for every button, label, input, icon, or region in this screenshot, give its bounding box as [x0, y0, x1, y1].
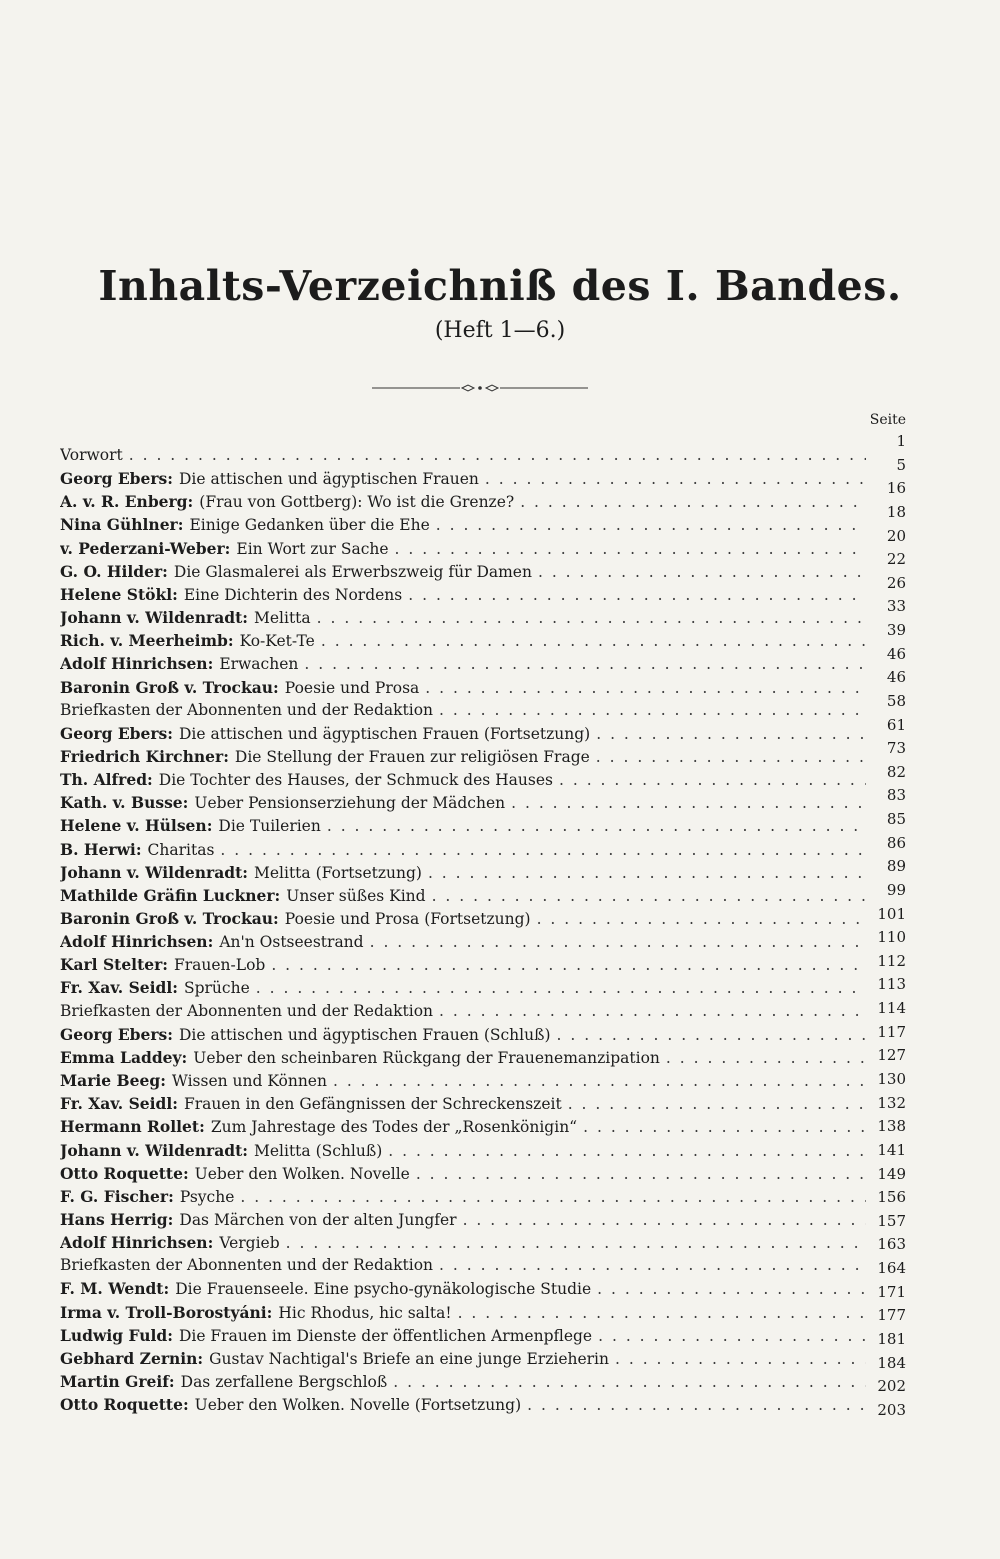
toc-entry-leader-dots — [583, 1118, 866, 1136]
toc-entry-separator: : — [207, 932, 214, 952]
toc-entry-author: Fr. Xav. Seidl — [60, 1094, 173, 1114]
toc-page-number: 18 — [886, 502, 906, 521]
toc-entry-leader-dots — [408, 586, 866, 604]
toc-entry-leader-dots — [220, 841, 866, 859]
toc-entry-separator: : — [274, 885, 281, 905]
toc-entry — [60, 1071, 866, 1091]
toc-entry — [60, 1141, 866, 1161]
toc-entry-author: Hermann Rollet — [60, 1117, 200, 1137]
toc-entry — [60, 469, 866, 489]
toc-page-number: 89 — [886, 857, 906, 876]
toc-entry-author: Adolf Hinrichsen — [60, 932, 208, 952]
toc-page-number: 114 — [877, 999, 906, 1018]
toc-entry-separator: : — [182, 793, 189, 813]
toc-page-number: 138 — [877, 1117, 906, 1136]
toc-entry — [60, 631, 866, 651]
toc-entry-author: Martin Greif — [60, 1372, 169, 1391]
toc-entry-separator: : — [168, 1186, 174, 1206]
toc-entry — [60, 770, 866, 790]
toc-entry — [60, 1233, 866, 1253]
toc-entry-title: Ueber den Wolken. Novelle (Fortsetzung) — [194, 1396, 522, 1415]
toc-entry — [60, 978, 866, 998]
toc-entry-author: Gebhard Zernin — [60, 1348, 198, 1368]
toc-entry-leader-dots — [439, 1002, 866, 1020]
toc-page-number: 177 — [877, 1306, 906, 1325]
toc-entry-separator: : — [172, 978, 178, 998]
toc-entry-title: Das Märchen von der alten Jungfer — [179, 1210, 457, 1229]
toc-entry-separator: : — [273, 677, 279, 697]
toc-entry-author: Hans Herrig — [60, 1209, 168, 1229]
toc-entry — [60, 654, 866, 674]
toc-page-number: 101 — [877, 904, 906, 923]
toc-entry — [60, 1279, 866, 1299]
toc-entry-separator: : — [162, 955, 168, 975]
toc-entry-title: Unser süßes Kind — [286, 886, 426, 905]
toc-entry-separator: : — [135, 839, 142, 859]
toc-entry-leader-dots — [511, 794, 866, 812]
toc-entry — [60, 1326, 866, 1346]
toc-entry-separator: : — [167, 723, 173, 743]
toc-entry — [60, 1164, 866, 1184]
toc-page-number: 20 — [886, 526, 906, 545]
toc-entry-separator: : — [167, 469, 173, 489]
toc-entry-separator: : — [167, 1325, 173, 1345]
toc-entry — [60, 1025, 866, 1045]
toc-entry-leader-dots — [333, 1072, 866, 1090]
toc-entry — [60, 1303, 866, 1323]
toc-entry-leader-dots — [327, 817, 866, 835]
toc-entry-separator: : — [207, 1233, 214, 1253]
toc-entry — [60, 1002, 866, 1022]
toc-entry-leader-dots — [596, 725, 866, 743]
toc-entry-separator: : — [187, 492, 194, 512]
toc-entry-separator: : — [197, 1348, 204, 1368]
toc-entry-title: Briefkasten der Abonnenten und der Redaktion — [60, 1256, 434, 1275]
toc-entry — [60, 1395, 866, 1415]
page-title: Inhalts-Verzeichniß des I. Bandes. — [98, 262, 902, 310]
toc-entry-title: Die Frauenseele. Eine psycho-gynäkologische Studie — [175, 1280, 592, 1299]
toc-entry — [60, 1094, 866, 1114]
toc-entry-leader-dots — [598, 1327, 866, 1345]
toc-entry-separator: : — [223, 746, 229, 766]
toc-entry-title: Einige Gedanken über die Ehe — [189, 516, 430, 535]
toc-entry-author: G. O. Hilder — [60, 561, 163, 581]
toc-entry-title: Poesie und Prosa — [284, 678, 420, 697]
toc-entry-title: Ein Wort zur Sache — [236, 539, 389, 558]
toc-entry-author: Georg Ebers — [60, 469, 168, 489]
toc-page-number: 46 — [886, 668, 906, 687]
toc-page-number: 1 — [896, 432, 906, 450]
toc-entry-leader-dots — [432, 887, 866, 905]
toc-entry-title: (Frau von Gottberg): Wo ist die Grenze? — [199, 493, 515, 512]
toc-entry — [60, 724, 866, 744]
toc-entry-leader-dots — [568, 1095, 866, 1113]
toc-entry-title: Die attischen und ägyptischen Frauen (Schluß) — [178, 1025, 551, 1044]
page-subtitle: (Heft 1—6.) — [434, 318, 566, 343]
toc-entry — [60, 1048, 866, 1068]
toc-entry — [60, 515, 866, 535]
toc-entry-leader-dots — [520, 493, 866, 511]
toc-page-number: 184 — [877, 1353, 906, 1372]
toc-entry-leader-dots — [615, 1350, 866, 1368]
toc-entry-author: Georg Ebers — [60, 1024, 168, 1044]
toc-entry — [60, 1117, 866, 1137]
toc-page-number: 5 — [896, 455, 906, 474]
toc-entry-title: Die attischen und ägyptischen Frauen (Fortsetzung) — [178, 724, 591, 743]
toc-entry-separator: : — [177, 515, 184, 535]
toc-entry — [60, 539, 866, 559]
toc-entry — [60, 1372, 866, 1392]
toc-page-number: 22 — [886, 550, 906, 569]
toc-entry-author: Johann v. Wildenradt — [60, 862, 243, 882]
toc-entry-leader-dots — [395, 540, 866, 558]
toc-entry-title: Das zerfallene Bergschloß — [180, 1373, 388, 1391]
toc-entry — [60, 932, 866, 952]
toc-entry-author: Friedrich Kirchner — [60, 746, 224, 766]
toc-entry-separator: : — [182, 1395, 189, 1415]
toc-entry — [60, 492, 866, 512]
toc-entry — [60, 1187, 866, 1207]
toc-entry-leader-dots — [416, 1165, 866, 1183]
toc-page-number: 132 — [877, 1093, 906, 1112]
toc-entry-title: Melitta (Schluß) — [253, 1141, 383, 1160]
toc-entry-separator: : — [227, 631, 234, 651]
toc-entry-title: Frauen in den Gefängnissen der Schreckenszeit — [183, 1095, 562, 1114]
toc-entry-title: Vorwort — [60, 446, 123, 464]
toc-entry-title: Ko-Ket-Te — [239, 632, 315, 651]
toc-entry-title: Charitas — [147, 840, 215, 859]
toc-entry — [60, 1210, 866, 1230]
toc-page-number: 61 — [886, 715, 906, 734]
toc-entry-title: Die Glasmalerei als Erwerbszweig für Damen — [173, 562, 532, 581]
toc-entry-title: Psyche — [179, 1187, 235, 1206]
toc-entry-title: Poesie und Prosa (Fortsetzung) — [284, 910, 531, 928]
toc-entry-separator: : — [181, 1047, 188, 1067]
toc-page-number: 141 — [877, 1140, 906, 1159]
toc-entry — [60, 608, 866, 628]
toc-page-number: 82 — [886, 762, 906, 781]
toc-entry-leader-dots — [439, 1256, 866, 1274]
toc-entry — [60, 562, 866, 582]
toc-entry-separator: : — [242, 1140, 248, 1160]
toc-entry-title: Die Frauen im Dienste der öffentlichen Armenpflege — [178, 1326, 593, 1345]
toc-entry — [60, 793, 866, 813]
toc-page-number: 110 — [877, 928, 906, 947]
toc-entry-author: Irma v. Troll-Borostyáni — [60, 1302, 267, 1322]
toc-entry-title: Die attischen und ägyptischen Frauen — [178, 470, 479, 489]
toc-entry — [60, 863, 866, 883]
toc-entry-leader-dots — [436, 516, 866, 534]
toc-entry-title: Melitta — [253, 609, 311, 628]
toc-entry-separator: : — [242, 608, 248, 628]
toc-page-number: 203 — [877, 1400, 906, 1419]
toc-entry-title: Die Tochter des Hauses, der Schmuck des Hauses — [158, 771, 553, 790]
toc-entry — [60, 747, 866, 767]
toc-entry-author: Johann v. Wildenradt — [60, 608, 243, 628]
toc-page-number: 113 — [877, 975, 906, 994]
toc-page-number: 149 — [877, 1164, 906, 1183]
toc-entry — [60, 840, 866, 860]
toc-entry-author: Fr. Xav. Seidl — [60, 978, 173, 998]
toc-entry-author: A. v. R. Enberg — [60, 492, 188, 512]
page-column-label: Seite — [869, 412, 906, 428]
toc-entry-leader-dots — [557, 1026, 866, 1044]
toc-page-number: 73 — [886, 739, 906, 758]
toc-page-number: 112 — [877, 951, 906, 970]
toc-entry-leader-dots — [463, 1211, 866, 1229]
toc-entry-title: Hic Rhodus, hic salta! — [278, 1303, 452, 1322]
toc-entry-author: Nina Gühlner — [60, 515, 178, 535]
toc-entry — [60, 1349, 866, 1369]
toc-entry — [60, 678, 866, 698]
toc-entry-separator: : — [273, 909, 279, 928]
toc-entry-author: Helene Stökl — [60, 584, 173, 604]
toc-entry-author: Emma Laddey — [60, 1047, 182, 1067]
toc-entry-author: Ludwig Fuld — [60, 1325, 168, 1345]
toc-entry-leader-dots — [597, 1280, 866, 1298]
toc-entry-leader-dots — [286, 1234, 866, 1252]
toc-entry-leader-dots — [370, 933, 866, 951]
toc-entry-author: Otto Roquette — [60, 1163, 183, 1183]
toc-entry-leader-dots — [240, 1188, 866, 1206]
toc-page-number: 130 — [877, 1070, 906, 1088]
toc-entry-author: B. Herwi — [60, 839, 136, 859]
toc-entry-title: Ueber den scheinbaren Rückgang der Frauenemanzipation — [193, 1048, 660, 1067]
toc-entry-title: Ueber den Wolken. Novelle — [194, 1164, 410, 1183]
toc-entry — [60, 909, 866, 929]
toc-entry-author: Baronin Groß v. Trockau — [60, 677, 274, 697]
toc-entry-leader-dots — [317, 609, 866, 627]
toc-entry-leader-dots — [485, 470, 866, 488]
toc-entry-leader-dots — [559, 771, 866, 789]
toc-entry-separator: : — [167, 1024, 173, 1044]
toc-entry-title: Sprüche — [183, 979, 250, 998]
toc-entry — [60, 816, 866, 836]
toc-entry-author: Marie Beeg — [60, 1071, 161, 1091]
toc-entry-author: Th. Alfred — [60, 770, 148, 790]
toc-entry — [60, 446, 866, 466]
toc-entry-title: Gustav Nachtigal's Briefe an eine junge Erzieherin — [209, 1349, 609, 1368]
toc-entry-leader-dots — [538, 563, 866, 581]
toc-entry-title: Melitta (Fortsetzung) — [253, 863, 422, 882]
toc-entry-separator: : — [199, 1117, 205, 1137]
toc-entry-leader-dots — [393, 1373, 866, 1391]
toc-entry-separator: : — [163, 1279, 170, 1299]
toc-entry-title: Wissen und Können — [171, 1072, 327, 1091]
toc-entry-leader-dots — [425, 679, 866, 697]
toc-entry-author: Baronin Groß v. Trockau — [60, 909, 274, 928]
toc-page-number: 117 — [877, 1022, 906, 1041]
toc-entry-leader-dots — [537, 910, 866, 928]
toc-entry-separator: : — [172, 584, 178, 604]
toc-page-number: 33 — [886, 597, 906, 616]
toc-page-number: 157 — [877, 1211, 906, 1230]
toc-page-number: 86 — [886, 833, 906, 852]
toc-entry-title: Die Tuilerien — [218, 817, 321, 836]
toc-entry-separator: : — [206, 816, 213, 836]
toc-entry — [60, 585, 866, 605]
toc-entry-title: Frauen-Lob — [174, 956, 266, 975]
toc-entry-separator: : — [266, 1302, 273, 1322]
toc-page-number: 127 — [877, 1046, 906, 1065]
toc-entry-separator: : — [242, 862, 248, 882]
toc-entry-title: An'n Ostseestrand — [219, 933, 364, 952]
toc-page-number: 39 — [886, 621, 906, 640]
toc-page-number: 46 — [886, 644, 906, 663]
toc-entry-title: Briefkasten der Abonnenten und der Redaktion — [60, 700, 434, 719]
toc-entry-separator: : — [207, 654, 214, 674]
toc-entry-separator: : — [162, 561, 168, 581]
toc-entry-leader-dots — [527, 1396, 866, 1414]
toc-entry-author: Georg Ebers — [60, 723, 168, 743]
toc-entry-title: Ueber Pensionserziehung der Mädchen — [194, 794, 506, 813]
toc-entry-leader-dots — [271, 956, 866, 974]
toc-entry-title: Zum Jahrestage des Todes der „Rosenkönigin“ — [210, 1118, 578, 1137]
toc-entry-separator: : — [167, 1209, 174, 1229]
toc-page-number: 83 — [886, 786, 906, 805]
toc-entry-leader-dots — [666, 1049, 866, 1067]
toc-entry-separator: : — [224, 538, 231, 558]
toc-entry-author: Karl Stelter — [60, 955, 163, 975]
toc-entry-author: Johann v. Wildenradt — [60, 1140, 243, 1160]
toc-entry — [60, 955, 866, 975]
toc-page-number: 156 — [877, 1188, 906, 1207]
toc-page-number: 16 — [886, 479, 906, 498]
toc-entry-author: v. Pederzani-Weber — [60, 538, 225, 558]
toc-page-number: 85 — [886, 810, 906, 829]
toc-entry-leader-dots — [388, 1142, 866, 1160]
toc-entry — [60, 1256, 866, 1276]
toc-entry-author: Adolf Hinrichsen — [60, 1233, 208, 1253]
toc-entry-title: Die Stellung der Frauen zur religiösen Frage — [234, 747, 590, 766]
toc-page-number: 164 — [877, 1259, 906, 1278]
toc-entry-title: Erwachen — [219, 655, 299, 674]
toc-page-number: 171 — [877, 1282, 906, 1301]
toc-page-number: 99 — [886, 880, 906, 899]
toc-entry-author: Helene v. Hülsen — [60, 816, 207, 836]
toc-entry-leader-dots — [129, 446, 866, 464]
toc-entry-separator: : — [160, 1071, 166, 1091]
toc-entry-separator: : — [182, 1163, 189, 1183]
toc-entry-leader-dots — [256, 979, 866, 997]
toc-entry-author: F. M. Wendt — [60, 1279, 164, 1299]
toc-page-number: 26 — [886, 573, 906, 592]
toc-entry-leader-dots — [596, 748, 866, 766]
toc-entry-author: Adolf Hinrichsen — [60, 654, 208, 674]
toc-entry-leader-dots — [304, 655, 866, 673]
toc-entry-author: Kath. v. Busse — [60, 793, 183, 813]
toc-entry — [60, 701, 866, 721]
toc-page-number: 202 — [877, 1377, 906, 1396]
toc-page-number: 163 — [877, 1235, 906, 1254]
toc-entry-author: F. G. Fischer — [60, 1186, 169, 1206]
toc-entry-author: Rich. v. Meerheimb — [60, 631, 228, 651]
toc-entry-author: Mathilde Gräfin Luckner — [60, 885, 275, 905]
toc-entry-title: Eine Dichterin des Nordens — [183, 585, 403, 604]
toc-entry-leader-dots — [458, 1304, 866, 1322]
toc-entry-separator: : — [147, 770, 153, 790]
toc-entry-leader-dots — [439, 701, 866, 719]
toc-entry-separator: : — [168, 1372, 175, 1391]
toc-entry-separator: : — [172, 1094, 178, 1114]
toc-entry-title: Briefkasten der Abonnenten und der Redaktion — [60, 1001, 434, 1020]
toc-entry — [60, 886, 866, 906]
toc-entry-author: Otto Roquette — [60, 1395, 183, 1415]
toc-entry-leader-dots — [321, 632, 866, 650]
toc-page-number: 58 — [886, 691, 906, 710]
toc-page-number: 181 — [877, 1329, 906, 1348]
toc-entry-title: Vergieb — [219, 1234, 280, 1253]
toc-entry-leader-dots — [428, 864, 866, 882]
